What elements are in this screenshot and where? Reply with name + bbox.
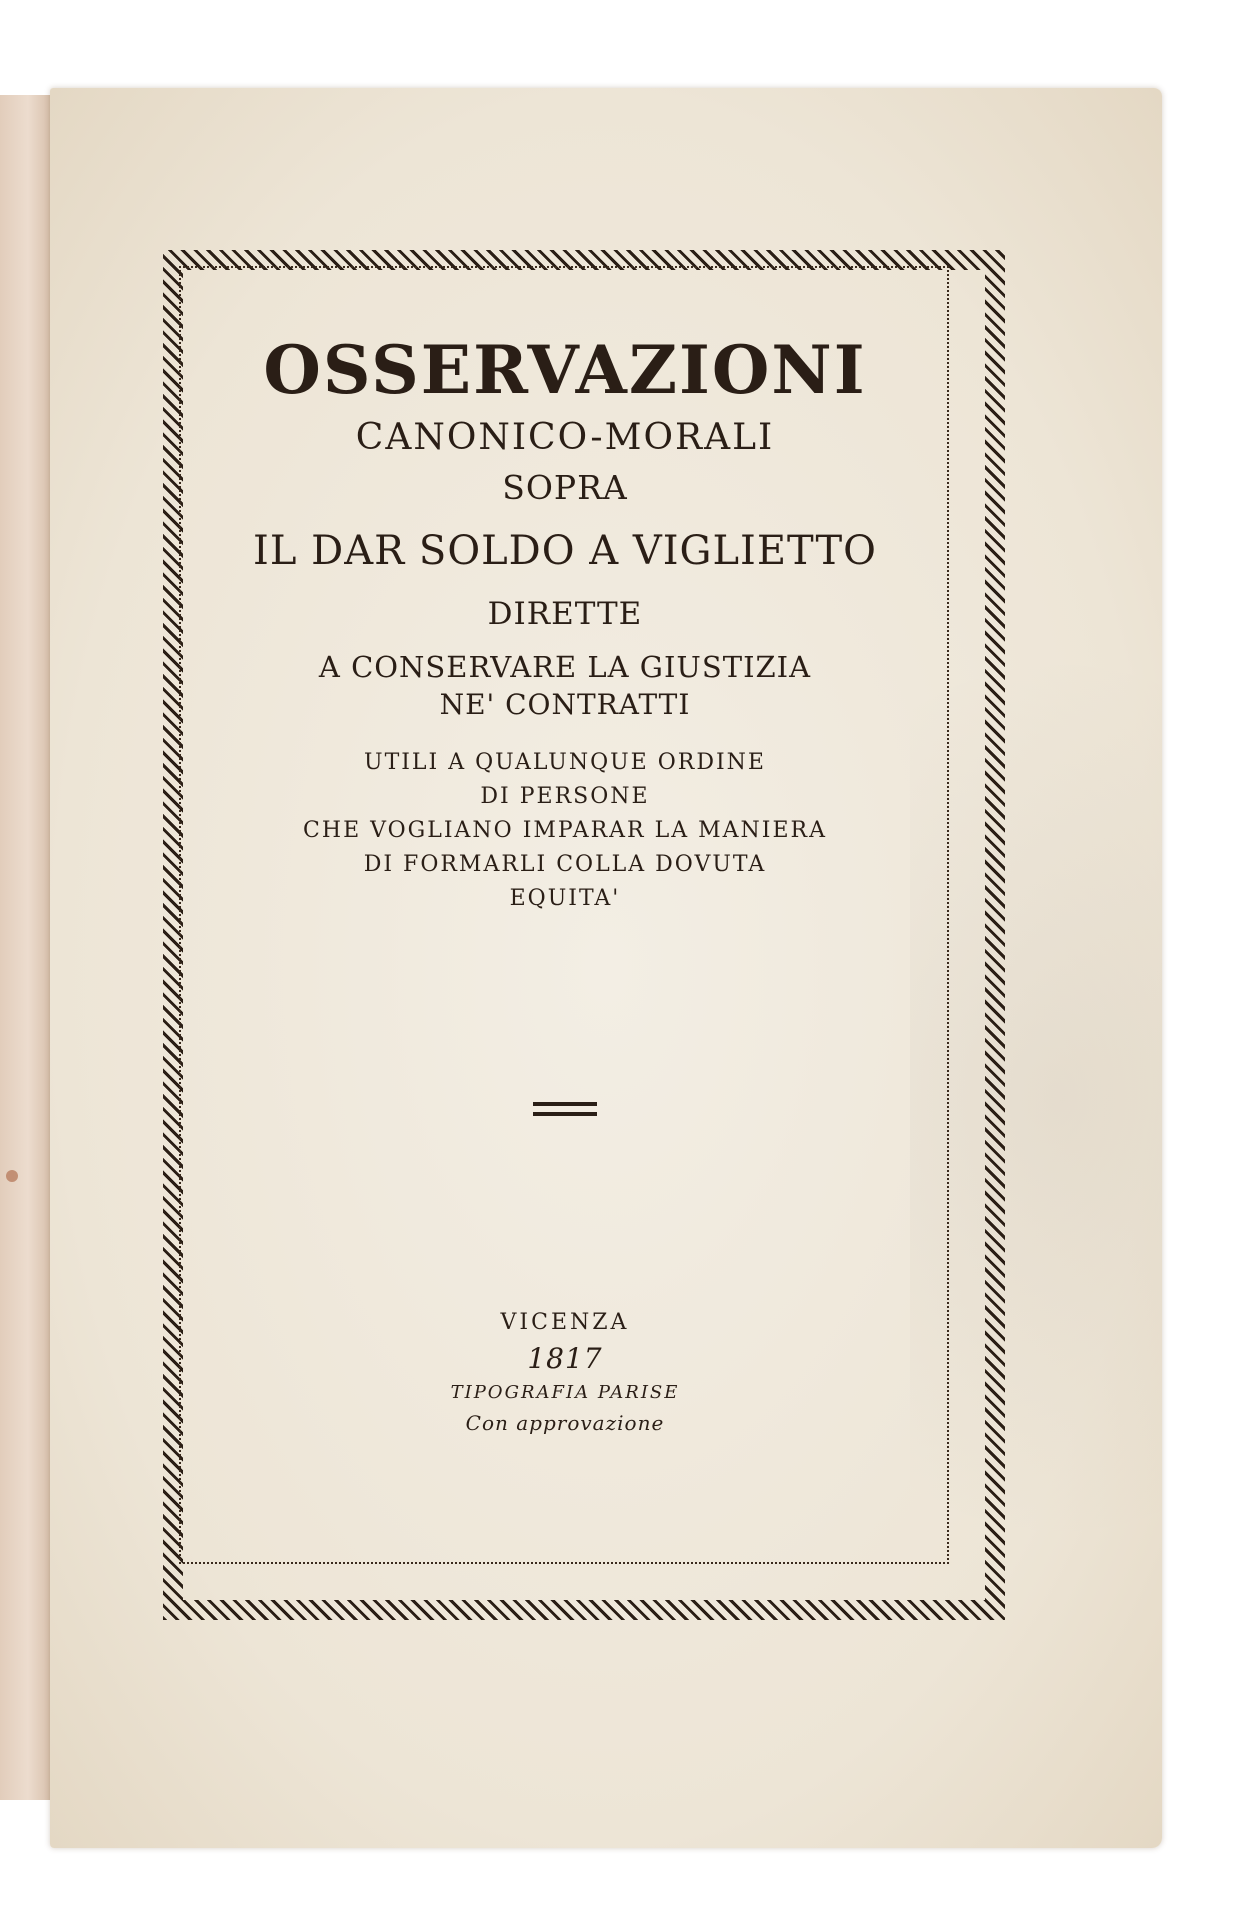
topic-line: IL DAR SOLDO A VIGLIETTO bbox=[253, 528, 877, 574]
contratti-line: NE' CONTRATTI bbox=[439, 688, 691, 721]
vogliano-line: CHE VOGLIANO IMPARAR LA MANIERA bbox=[303, 818, 827, 843]
equita-line: EQUITA' bbox=[509, 886, 621, 911]
imprint-city: VICENZA bbox=[500, 1310, 630, 1335]
imprint-approval: Con approvazione bbox=[465, 1411, 665, 1435]
persone-line: DI PERSONE bbox=[480, 784, 650, 809]
subtitle: CANONICO-MORALI bbox=[355, 417, 775, 458]
utili-line: UTILI A QUALUNQUE ORDINE bbox=[364, 750, 766, 775]
dirette-line: DIRETTE bbox=[487, 596, 643, 632]
formarli-line: DI FORMARLI COLLA DOVUTA bbox=[363, 852, 767, 877]
imprint-year: 1817 bbox=[527, 1342, 603, 1375]
imprint-printer: TIPOGRAFIA PARISE bbox=[450, 1382, 680, 1403]
sopra-line: SOPRA bbox=[502, 468, 628, 507]
title-block bbox=[190, 290, 940, 1550]
double-rule-divider bbox=[533, 1102, 597, 1116]
main-title: OSSERVAZIONI bbox=[263, 331, 867, 409]
conservare-line: A CONSERVARE LA GIUSTIZIA bbox=[318, 650, 812, 684]
stain-spot bbox=[6, 1170, 18, 1182]
